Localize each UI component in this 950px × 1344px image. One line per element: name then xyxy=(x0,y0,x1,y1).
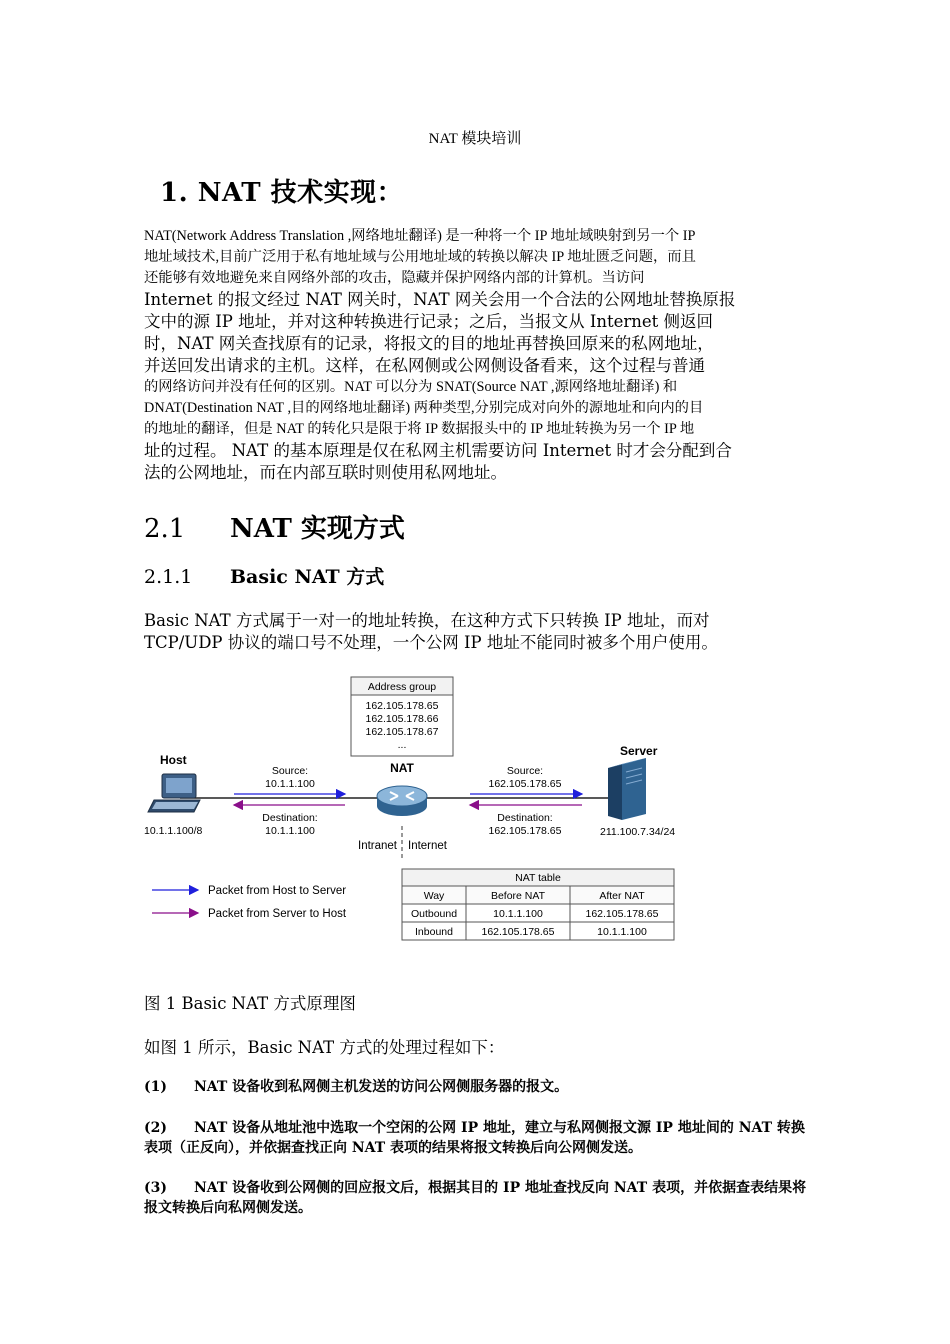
step-number: (3) xyxy=(144,1180,167,1196)
heading-2-number: 2.1 xyxy=(144,514,186,544)
host-label: Host xyxy=(160,753,187,767)
left-destination-value: 10.1.1.100 xyxy=(265,825,315,837)
internet-label: Internet xyxy=(408,840,447,852)
nat-table-cell: 162.105.178.65 xyxy=(585,908,659,920)
nat-router-icon xyxy=(377,786,427,816)
nat-table-title: NAT table xyxy=(515,872,561,884)
host-ip: 10.1.1.100/8 xyxy=(144,825,203,837)
address-group xyxy=(351,677,453,756)
heading-1: 1. NAT 技术实现： xyxy=(160,178,404,208)
right-destination-label: Destination: xyxy=(497,812,553,824)
nat-table-header: Before NAT xyxy=(490,890,546,902)
step-text: NAT 设备从地址池中选取一个空闲的公网 IP 地址，建立与私网侧报文源 IP 地址间的 NAT 转换表项（正反向），并依据查找正向 NAT 表项的结果将报文转换后向公网侧发送。 xyxy=(144,1120,805,1156)
right-source-value: 162.105.178.65 xyxy=(488,778,562,790)
nat-table xyxy=(402,869,674,940)
host-computer-icon xyxy=(148,774,200,812)
intro-line: 地址域技术,目前广泛用于私有地址域与公用地址域的转换以解决 IP 地址匮乏问题，而且 xyxy=(144,249,696,265)
left-source-value: 10.1.1.100 xyxy=(265,778,315,790)
heading-3 xyxy=(144,562,384,589)
server-icon xyxy=(608,758,646,820)
basic-nat-diagram xyxy=(140,668,685,948)
address-group-item: 162.105.178.67 xyxy=(365,726,439,738)
heading-3-text: Basic NAT 方式 xyxy=(230,566,385,588)
paragraph-line: Basic NAT 方式属于一对一的地址转换，在这种方式下只转换 IP 地址，而对 xyxy=(144,611,710,630)
step-number: (2) xyxy=(144,1120,167,1136)
heading-2-text: NAT 实现方式 xyxy=(230,514,405,544)
process-step xyxy=(144,1118,814,1158)
address-group-title: Address group xyxy=(367,681,437,693)
step-text: NAT 设备收到私网侧主机发送的访问公网侧服务器的报文。 xyxy=(194,1079,569,1095)
diagram-legend xyxy=(152,885,347,920)
nat-table-cell: Outbound xyxy=(410,908,458,920)
intranet-label: Intranet xyxy=(358,840,397,852)
right-destination-value: 162.105.178.65 xyxy=(488,825,562,837)
page-header: NAT 模块培训 xyxy=(428,131,522,147)
intro-line: Internet 的报文经过 NAT 网关时，NAT 网关会用一个合法的公网地址替换原报 xyxy=(144,290,736,309)
intro-line: 并送回发出请求的主机。这样，在私网侧或公网侧设备看来，这个过程与普通 xyxy=(144,356,705,375)
process-step xyxy=(144,1077,814,1097)
nat-table-header: After NAT xyxy=(599,890,645,902)
intro-line: DNAT(Destination NAT ,目的网络地址翻译) 两种类型,分别完成对向外的源地址和向内的目 xyxy=(144,400,704,416)
nat-label: NAT xyxy=(390,761,414,775)
step-text: NAT 设备收到公网侧的回应报文后，根据其目的 IP 地址查找反向 NAT 表项，并依据查表结果将报文转换后向私网侧发送。 xyxy=(144,1180,807,1216)
paragraph-line: TCP/UDP 协议的端口号不处理，一个公网 IP 地址不能同时被多个用户使用。 xyxy=(144,633,718,652)
left-destination-label: Destination: xyxy=(262,812,318,824)
intro-line: 的网络访问并没有任何的区别。NAT 可以分为 SNAT(Source NAT ,源网络地址翻译) 和 xyxy=(144,379,678,395)
intro-line: 时，NAT 网关查找原有的记录，将报文的目的地址再替换回原来的私网地址， xyxy=(144,334,714,353)
server-ip: 211.100.7.34/24 xyxy=(600,826,676,838)
intro-line: 文中的源 IP 地址，并对这种转换进行记录；之后，当报文从 Internet 侧返回 xyxy=(144,312,714,331)
nat-table-cell: 10.1.1.100 xyxy=(597,926,647,938)
intro-paragraph xyxy=(144,226,800,484)
process-intro: 如图 1 所示，Basic NAT 方式的处理过程如下： xyxy=(144,1038,505,1057)
intro-line: 法的公网地址，而在内部互联时则使用私网地址。 xyxy=(144,463,507,482)
intro-line: NAT(Network Address Translation ,网络地址翻译) 是一种将一个 IP 地址域映射到另一个 IP xyxy=(144,228,696,244)
basic-nat-paragraph xyxy=(144,610,804,654)
intro-line: 址的过程。 NAT 的基本原理是仅在私网主机需要访问 Internet 时才会分配到合 xyxy=(144,441,732,460)
legend-host-to-server: Packet from Host to Server xyxy=(208,885,347,897)
address-group-item: ... xyxy=(397,739,407,751)
intro-line: 还能够有效地避免来自网络外部的攻击，隐藏并保护网络内部的计算机。当访问 xyxy=(144,270,645,286)
nat-table-header: Way xyxy=(423,890,445,902)
process-step xyxy=(144,1178,814,1218)
heading-2 xyxy=(144,508,405,545)
right-source-label: Source: xyxy=(506,765,544,777)
nat-table-cell: Inbound xyxy=(415,926,453,938)
address-group-item: 162.105.178.66 xyxy=(365,713,439,725)
legend-server-to-host: Packet from Server to Host xyxy=(208,908,347,920)
left-source-label: Source: xyxy=(271,765,309,777)
nat-table-cell: 162.105.178.65 xyxy=(481,926,555,938)
step-number: (1) xyxy=(144,1079,167,1095)
server-label: Server xyxy=(620,744,658,758)
nat-table-cell: 10.1.1.100 xyxy=(493,908,543,920)
intro-line: 的地址的翻译，但是 NAT 的转化只是限于将 IP 数据报头中的 IP 地址转换为另一个 IP 地 xyxy=(144,421,695,437)
figure-caption: 图 1 Basic NAT 方式原理图 xyxy=(144,994,356,1013)
address-group-item: 162.105.178.65 xyxy=(365,700,439,712)
heading-3-number: 2.1.1 xyxy=(144,566,193,588)
